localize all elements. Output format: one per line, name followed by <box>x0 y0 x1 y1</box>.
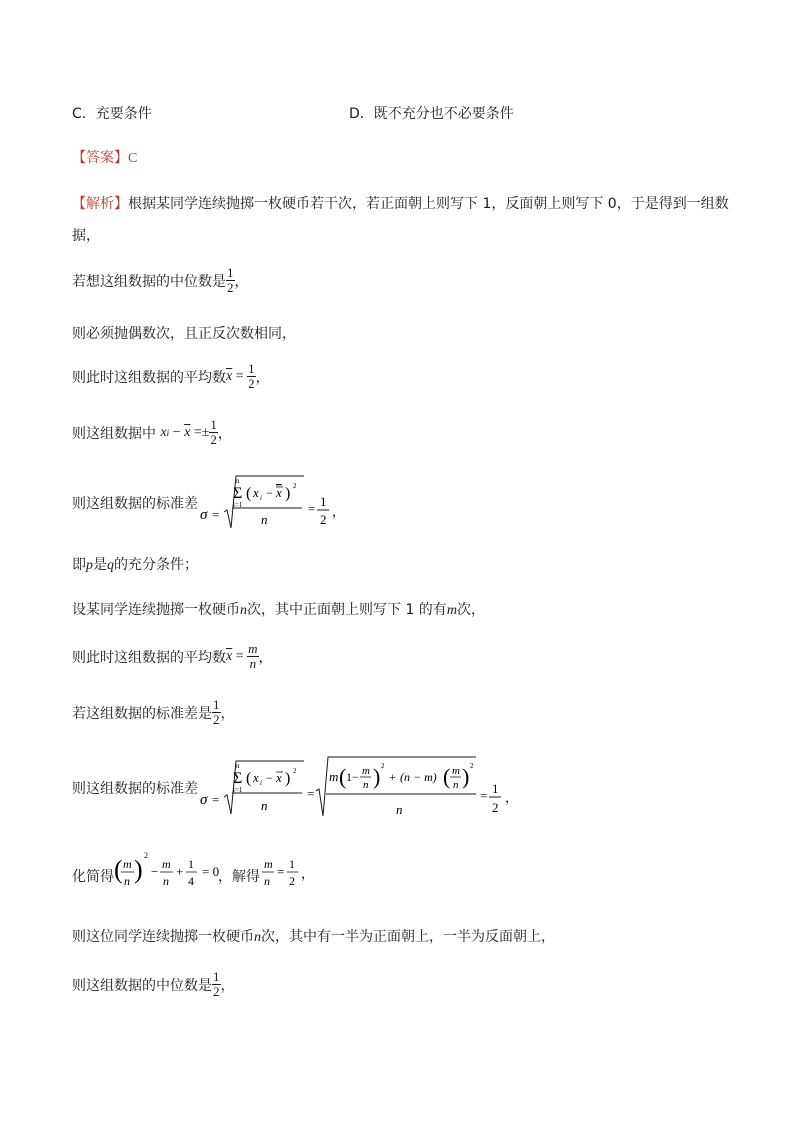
deviation-text: 则这组数据中 <box>72 425 156 442</box>
stddev-half-line <box>72 698 235 727</box>
square: 2 <box>144 851 148 860</box>
stddev-text: 若这组数据的标准差是 <box>72 705 212 722</box>
conclusion-line <box>72 926 555 946</box>
frac-num: m <box>248 641 258 656</box>
var-q: q <box>107 558 114 573</box>
frac-den: 2 <box>320 512 327 527</box>
fraction-half <box>209 418 218 447</box>
var-p: p <box>86 558 93 573</box>
var-m: m <box>362 765 370 777</box>
frac-num: 1 <box>227 265 234 280</box>
subscript-i: i <box>260 779 262 787</box>
fraction-half <box>226 266 235 295</box>
x-bar: $\overline{x}$ <box>184 424 191 440</box>
deviation-line <box>72 418 232 447</box>
sum-symbol: Σ <box>233 770 243 787</box>
minus: − <box>151 864 159 879</box>
plus: + <box>389 770 396 784</box>
close-paren: ) <box>134 855 143 884</box>
equals: = <box>480 788 488 803</box>
open-paren: ( <box>443 764 451 789</box>
var-n: n <box>264 874 270 888</box>
minus: − <box>172 424 181 440</box>
frac-num: 1 <box>213 969 220 984</box>
open-paren: ( <box>246 485 252 502</box>
x-i: x <box>253 770 259 785</box>
frac-den: 2 <box>248 376 255 391</box>
minus: − <box>266 486 273 500</box>
assume-line <box>72 599 485 619</box>
var-m: m <box>329 769 339 784</box>
final-median-line <box>72 970 235 999</box>
equals: = <box>212 792 220 807</box>
equals: = <box>212 507 220 522</box>
denominator-n: n <box>261 512 268 527</box>
x-i: x <box>160 424 167 440</box>
text: 次，其中有一半为正面朝上，一半为反面朝上， <box>261 929 555 945</box>
frac-num: 1 <box>188 857 194 871</box>
answer-tag: 【答案】 <box>72 150 128 166</box>
frac-den: 2 <box>213 712 220 727</box>
close-paren: ) <box>373 764 381 789</box>
denominator-n: n <box>396 802 403 817</box>
x-bar: $\overline{x}$ <box>226 368 233 384</box>
var-m: m <box>446 603 457 618</box>
sum-bottom: i=1 <box>233 786 243 794</box>
mean-formula <box>226 642 259 671</box>
minus: − <box>266 771 273 785</box>
n-minus-m: (n − m) <box>400 770 437 784</box>
frac-den: n <box>247 656 258 671</box>
median-text: 若想这组数据的中位数是 <box>72 273 226 290</box>
comma: ， <box>217 425 232 442</box>
subscript-i: i <box>260 494 262 502</box>
stddev-text-2: 则这组数据的标准差 <box>72 781 198 797</box>
comma: ， <box>301 866 315 881</box>
equals-plus-minus: =± <box>193 424 210 440</box>
frac-num: 1 <box>248 361 255 376</box>
x-bar: x <box>276 770 282 785</box>
subscript-i: i <box>166 427 170 438</box>
plus: + <box>176 864 184 879</box>
equals: = <box>308 501 316 516</box>
frac-den: 4 <box>188 874 194 888</box>
fraction-half <box>212 698 221 727</box>
fraction-m-n <box>247 642 258 671</box>
denominator-n: n <box>261 798 268 813</box>
frac-den: 2 <box>210 432 217 447</box>
fraction-half <box>212 970 221 999</box>
sigma-symbol: σ <box>200 507 208 523</box>
var-n: n <box>240 603 247 618</box>
answer-value: C <box>128 151 138 166</box>
sigma-symbol: σ <box>200 792 208 808</box>
stddev-formula-1 <box>196 470 346 536</box>
solve-text: ，解得 <box>218 869 260 885</box>
analysis-line-1-cont: 据， <box>72 228 100 244</box>
text: 的充分条件； <box>114 557 198 573</box>
sum-symbol: Σ <box>233 485 243 502</box>
x-i: x <box>253 485 259 500</box>
answer-line <box>72 147 137 167</box>
deviation-formula <box>160 418 217 447</box>
frac-num: 1 <box>492 781 499 796</box>
frac-den: 2 <box>227 280 234 295</box>
median-line <box>72 266 249 295</box>
even-toss-line: 则必须抛偶数次，且正反次数相同， <box>72 326 296 342</box>
sum-top: n <box>236 477 240 485</box>
sufficient-line <box>72 554 198 574</box>
frac-num: 1 <box>320 494 327 509</box>
var-m: m <box>123 857 132 871</box>
comma: ， <box>255 369 270 386</box>
text: 次，其中正面朝上则写下 1 的有 <box>247 602 447 618</box>
sum-bottom: i=1 <box>233 501 243 509</box>
var-n: n <box>163 874 169 888</box>
comma: ， <box>220 977 235 994</box>
close-paren: ) <box>285 485 291 502</box>
mean-line <box>72 362 270 391</box>
comma: ， <box>220 705 235 722</box>
open-paren: ( <box>246 770 252 787</box>
text: 次， <box>456 602 485 618</box>
option-c: C．充要条件 <box>72 106 152 122</box>
var-n: n <box>453 779 459 791</box>
text: 设某同学连续抛掷一枚硬币 <box>72 602 240 618</box>
open-paren: ( <box>114 855 123 884</box>
frac-num: 1 <box>289 857 295 871</box>
comma: ， <box>332 504 346 519</box>
mean-mn-line <box>72 642 273 671</box>
x-bar: x <box>276 485 282 500</box>
stddev-formula-2 <box>196 754 526 826</box>
frac-den: 2 <box>289 874 295 888</box>
var-n: n <box>363 779 369 791</box>
square: 2 <box>470 762 474 770</box>
fraction-half <box>247 362 256 391</box>
mean-formula <box>226 362 256 391</box>
square: 2 <box>293 767 297 775</box>
comma: ， <box>234 273 249 290</box>
solve-formula <box>262 852 315 894</box>
x-bar: $\overline{x}$ <box>226 648 233 664</box>
var-n: n <box>254 930 261 945</box>
open-paren: ( <box>339 764 347 789</box>
mean-text: 则此时这组数据的平均数 <box>72 369 226 386</box>
close-paren: ) <box>462 764 470 789</box>
equals: = <box>277 864 285 879</box>
equals: = <box>235 368 244 384</box>
option-d: D．既不充分也不必要条件 <box>349 106 514 122</box>
equals-zero: = 0 <box>202 864 220 879</box>
equals: = <box>307 786 315 801</box>
var-m: m <box>264 857 273 871</box>
one-minus: 1− <box>346 770 359 784</box>
text: 是 <box>93 557 107 573</box>
square: 2 <box>381 762 385 770</box>
square: 2 <box>293 482 297 490</box>
var-m: m <box>452 765 460 777</box>
comma: ， <box>505 790 519 805</box>
equals: = <box>235 648 244 664</box>
frac-num: 1 <box>213 697 220 712</box>
comma: ， <box>258 649 273 666</box>
analysis-text-1: 根据某同学连续抛掷一枚硬币若干次，若正面朝上则写下 1，反面朝上则写下 0，于是得到一组数 <box>128 196 729 212</box>
sum-top: n <box>236 762 240 770</box>
analysis-line-1 <box>72 193 729 213</box>
text: 则这位同学连续抛掷一枚硬币 <box>72 929 254 945</box>
frac-den: 2 <box>492 800 499 815</box>
frac-num: 1 <box>210 417 217 432</box>
frac-den: 2 <box>213 984 220 999</box>
var-m: m <box>162 857 171 871</box>
analysis-tag: 【解析】 <box>72 196 128 212</box>
median-text: 则这组数据的中位数是 <box>72 977 212 994</box>
stddev-text-1: 则这组数据的标准差 <box>72 496 198 512</box>
close-paren: ) <box>285 770 291 787</box>
mean-text: 则此时这组数据的平均数 <box>72 649 226 666</box>
text: 即 <box>72 557 86 573</box>
simplify-text: 化简得 <box>72 869 114 885</box>
var-n: n <box>124 874 130 888</box>
